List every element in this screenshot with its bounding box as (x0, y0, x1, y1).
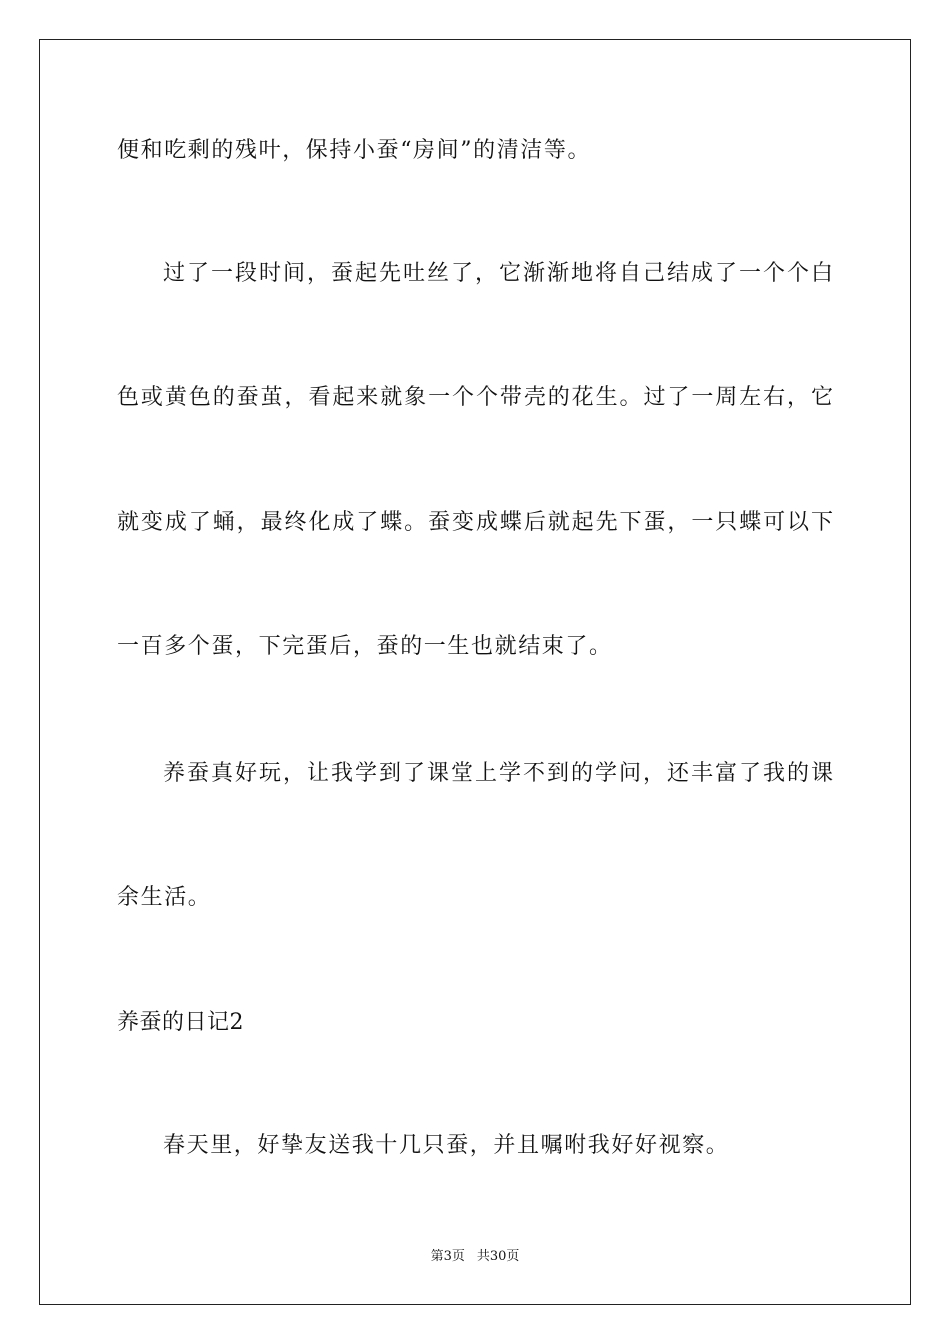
text-line-1: 便和吃剩的残叶，保持小蚕“房间”的清洁等。 (117, 138, 592, 163)
total-pages: 共30页 (476, 1249, 520, 1264)
text-line-5: 一百多个蛋，下完蛋后，蚕的一生也就结束了。 (117, 634, 613, 659)
text-line-6: 养蚕真好玩，让我学到了课堂上学不到的学问，还丰富了我的课 (163, 761, 833, 786)
text-line-8: 春天里，好挚友送我十几只蚕，并且嘱咐我好好视察。 (163, 1133, 730, 1158)
page-border (39, 39, 911, 1305)
text-line-7: 余生活。 (117, 885, 212, 910)
page-number: 第3页 (430, 1249, 465, 1264)
text-line-2: 过了一段时间，蚕起先吐丝了，它渐渐地将自己结成了一个个白 (163, 261, 833, 286)
page-footer (0, 1248, 950, 1266)
text-line-4: 就变成了蛹，最终化成了蝶。蚕变成蝶后就起先下蛋，一只蝶可以下 (117, 510, 833, 535)
section-heading: 养蚕的日记2 (117, 1010, 244, 1035)
text-line-3: 色或黄色的蚕茧，看起来就象一个个带壳的花生。过了一周左右，它 (117, 385, 833, 410)
